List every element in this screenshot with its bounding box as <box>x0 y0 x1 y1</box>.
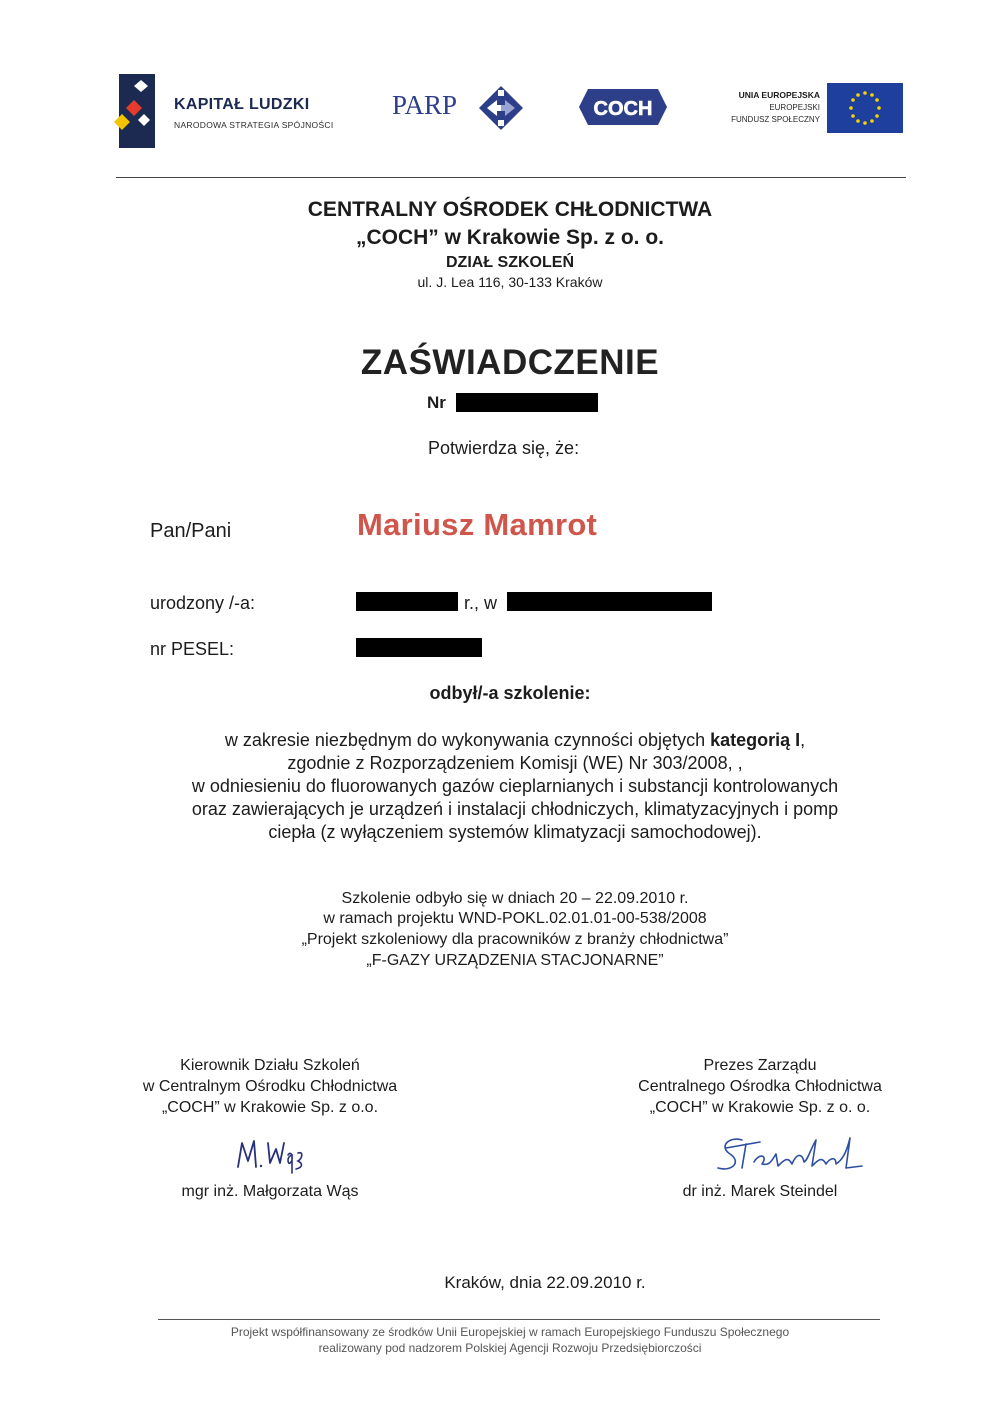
org-name-line2: „COCH” w Krakowie Sp. z o. o. <box>355 226 665 249</box>
born-label: urodzony /-a: <box>150 593 256 613</box>
left-handwritten-signature <box>232 1133 312 1175</box>
right-signatory-company: „COCH” w Krakowie Sp. z o. o. <box>649 1099 871 1116</box>
scope-line-2: zgodnie z Rozporządzeniem Komisji (WE) Nr 303/2008, , <box>287 753 743 773</box>
scope-line-3: w odniesieniu do fluorowanych gazów cieplarnianych i substancji kontrolowanych <box>191 776 839 796</box>
scope-line-5: ciepła (z wyłączeniem systemów klimatyzacji samochodowej). <box>268 822 762 842</box>
kapital-ludzki-subtitle: NARODOWA STRATEGIA SPÓJNOŚCI <box>174 120 334 130</box>
participant-name: Mariusz Mamrot <box>357 507 598 542</box>
footer-line-2: realizowany pod nadzorem Polskiej Agencji Rozwoju Przedsiębiorczości <box>318 1341 702 1355</box>
scope-line-1 <box>0 729 1000 752</box>
right-signatory-role: Prezes Zarządu <box>703 1057 817 1074</box>
org-address: ul. J. Lea 116, 30-133 Kraków <box>417 274 603 290</box>
footer-divider <box>158 1319 880 1320</box>
issue-date-place: Kraków, dnia 22.09.2010 r. <box>444 1273 646 1292</box>
right-signatory-name: dr inż. Marek Steindel <box>682 1183 838 1200</box>
scope-line-1-suffix: , <box>800 730 806 750</box>
training-project-name: „Projekt szkoleniowy dla pracowników z branży chłodnictwa” <box>301 931 729 948</box>
eu-label-line1: UNIA EUROPEJSKA <box>738 90 820 100</box>
scope-line-1-prefix: w zakresie niezbędnym do wykonywania czynności objętych <box>224 730 711 750</box>
left-signatory-role: Kierownik Działu Szkoleń <box>180 1057 360 1074</box>
department-name: DZIAŁ SZKOLEŃ <box>446 254 574 271</box>
training-project-number: w ramach projektu WND-POKL.02.01.01-00-538/2008 <box>323 910 707 927</box>
org-name-line1: CENTRALNY OŚRODEK CHŁODNICTWA <box>307 198 713 221</box>
confirm-text: Potwierdza się, że: <box>428 438 580 458</box>
eu-label-line2: EUROPEJSKI <box>769 103 820 112</box>
certificate-number-label: Nr <box>427 393 446 412</box>
left-signatory-org: w Centralnym Ośrodku Chłodnictwa <box>142 1078 398 1095</box>
parp-logo-text: PARP <box>392 90 458 120</box>
eu-label-line3: FUNDUSZ SPOŁECZNY <box>731 115 820 124</box>
scope-line-4: oraz zawierających je urządzeń i instalacji chłodniczych, klimatyzacyjnych i pomp <box>191 799 839 819</box>
certificate-title: ZAŚWIADCZENIE <box>360 343 660 382</box>
right-signatory-org: Centralnego Ośrodka Chłodnictwa <box>638 1078 882 1095</box>
parp-arrows-icon <box>477 84 525 132</box>
left-signatory-name: mgr inż. Małgorzata Wąs <box>181 1183 359 1200</box>
redacted-pesel <box>356 638 482 657</box>
redacted-certificate-number <box>456 393 598 412</box>
training-project-title: „F-GAZY URZĄDZENIA STACJONARNE” <box>366 952 664 969</box>
training-dates: Szkolenie odbyło się w dniach 20 – 22.09.2010 r. <box>341 890 689 907</box>
kapital-ludzki-title: KAPITAŁ LUDZKI <box>174 96 310 113</box>
pesel-label: nr PESEL: <box>150 639 235 659</box>
redacted-birth-date <box>356 592 458 611</box>
completed-training-label: odbył/-a szkolenie: <box>429 683 591 703</box>
header-divider <box>116 177 906 178</box>
footer-line-1: Projekt współfinansowany ze środków Unii Europejskiej w ramach Europejskiego Funduszu Społecznego <box>230 1325 790 1339</box>
born-place-connector: r., w <box>464 593 498 613</box>
left-signatory-company: „COCH” w Krakowie Sp. z o.o. <box>161 1099 379 1116</box>
coch-logo-text: COCH <box>593 98 653 120</box>
right-handwritten-signature <box>712 1130 882 1178</box>
eu-flag-icon <box>827 83 903 133</box>
pan-pani-label: Pan/Pani <box>150 520 232 542</box>
redacted-birth-place <box>507 592 712 611</box>
scope-category: kategorią I <box>710 730 801 750</box>
coch-logo <box>578 88 668 126</box>
